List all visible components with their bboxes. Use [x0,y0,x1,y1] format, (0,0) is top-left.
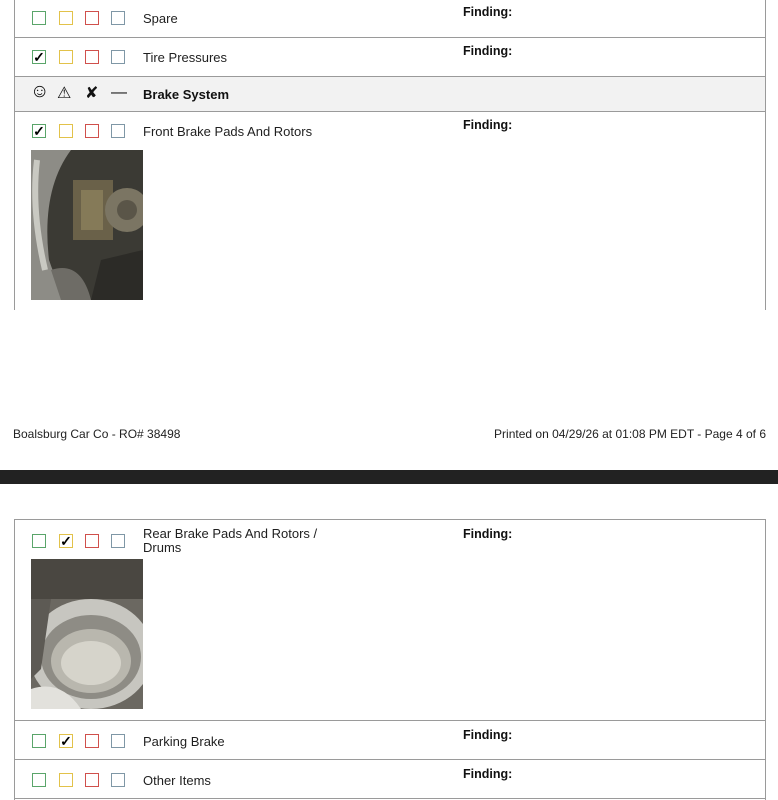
footer-print-info: Printed on 04/29/26 at 01:08 PM EDT - Page 4 of 6 [494,427,766,441]
inspection-table-page-5 [14,519,766,800]
status-checkbox-good[interactable]: ✓ [33,123,45,139]
status-checkbox-fail[interactable] [85,50,99,64]
status-checkbox-warning[interactable]: ✓ [60,733,72,749]
item-label: Rear Brake Pads And Rotors / Drums [143,526,318,555]
inspection-row-front-brakes [15,112,765,310]
status-checkbox-na[interactable] [111,534,125,548]
section-header-brake-system [15,77,765,112]
status-checkbox-na[interactable] [111,124,125,138]
inspection-row-spare [15,0,765,38]
status-checkbox-na[interactable] [111,50,125,64]
finding-label: Finding: [463,767,513,781]
item-label: Front Brake Pads And Rotors [143,124,313,139]
finding-label: Finding: [463,118,513,132]
cross-icon: ✘ [85,85,99,102]
inspection-row-rear-brakes [15,520,765,721]
status-checkbox-fail[interactable] [85,734,99,748]
warning-icon: ⚠ [57,85,72,102]
status-checkbox-good[interactable] [32,11,46,25]
status-checkbox-good[interactable]: ✓ [33,49,45,65]
dash-icon: — [111,84,127,101]
item-label: Spare [143,11,178,26]
status-checkbox-fail[interactable] [85,124,99,138]
item-label: Tire Pressures [143,50,228,65]
front-brake-photo[interactable] [31,150,143,300]
status-checkbox-warning[interactable]: ✓ [60,533,72,549]
inspection-row-parking-brake [15,721,765,760]
item-label: Parking Brake [143,734,225,749]
status-checkbox-fail[interactable] [85,773,99,787]
status-checkbox-good[interactable] [32,773,46,787]
inspection-row-tire-pressures [15,38,765,77]
status-checkbox-na[interactable] [111,734,125,748]
section-title: Brake System [143,87,229,102]
item-label: Other Items [143,773,211,788]
finding-label: Finding: [463,527,513,541]
status-checkbox-warning[interactable] [59,124,73,138]
finding-label: Finding: [463,5,513,19]
status-checkbox-warning[interactable] [59,11,73,25]
status-checkbox-fail[interactable] [85,11,99,25]
finding-label: Finding: [463,44,513,58]
inspection-row-other-items [15,760,765,799]
status-checkbox-na[interactable] [111,11,125,25]
footer-shop-info: Boalsburg Car Co - RO# 38498 [13,427,181,441]
smiley-icon: ☺ [30,81,50,102]
status-checkbox-fail[interactable] [85,534,99,548]
rear-brake-photo[interactable] [31,559,143,709]
status-checkbox-na[interactable] [111,773,125,787]
page-divider [0,470,778,484]
status-checkbox-warning[interactable] [59,773,73,787]
status-checkbox-warning[interactable] [59,50,73,64]
inspection-table-page-4 [14,0,766,310]
finding-label: Finding: [463,728,513,742]
status-checkbox-good[interactable] [32,534,46,548]
status-checkbox-good[interactable] [32,734,46,748]
